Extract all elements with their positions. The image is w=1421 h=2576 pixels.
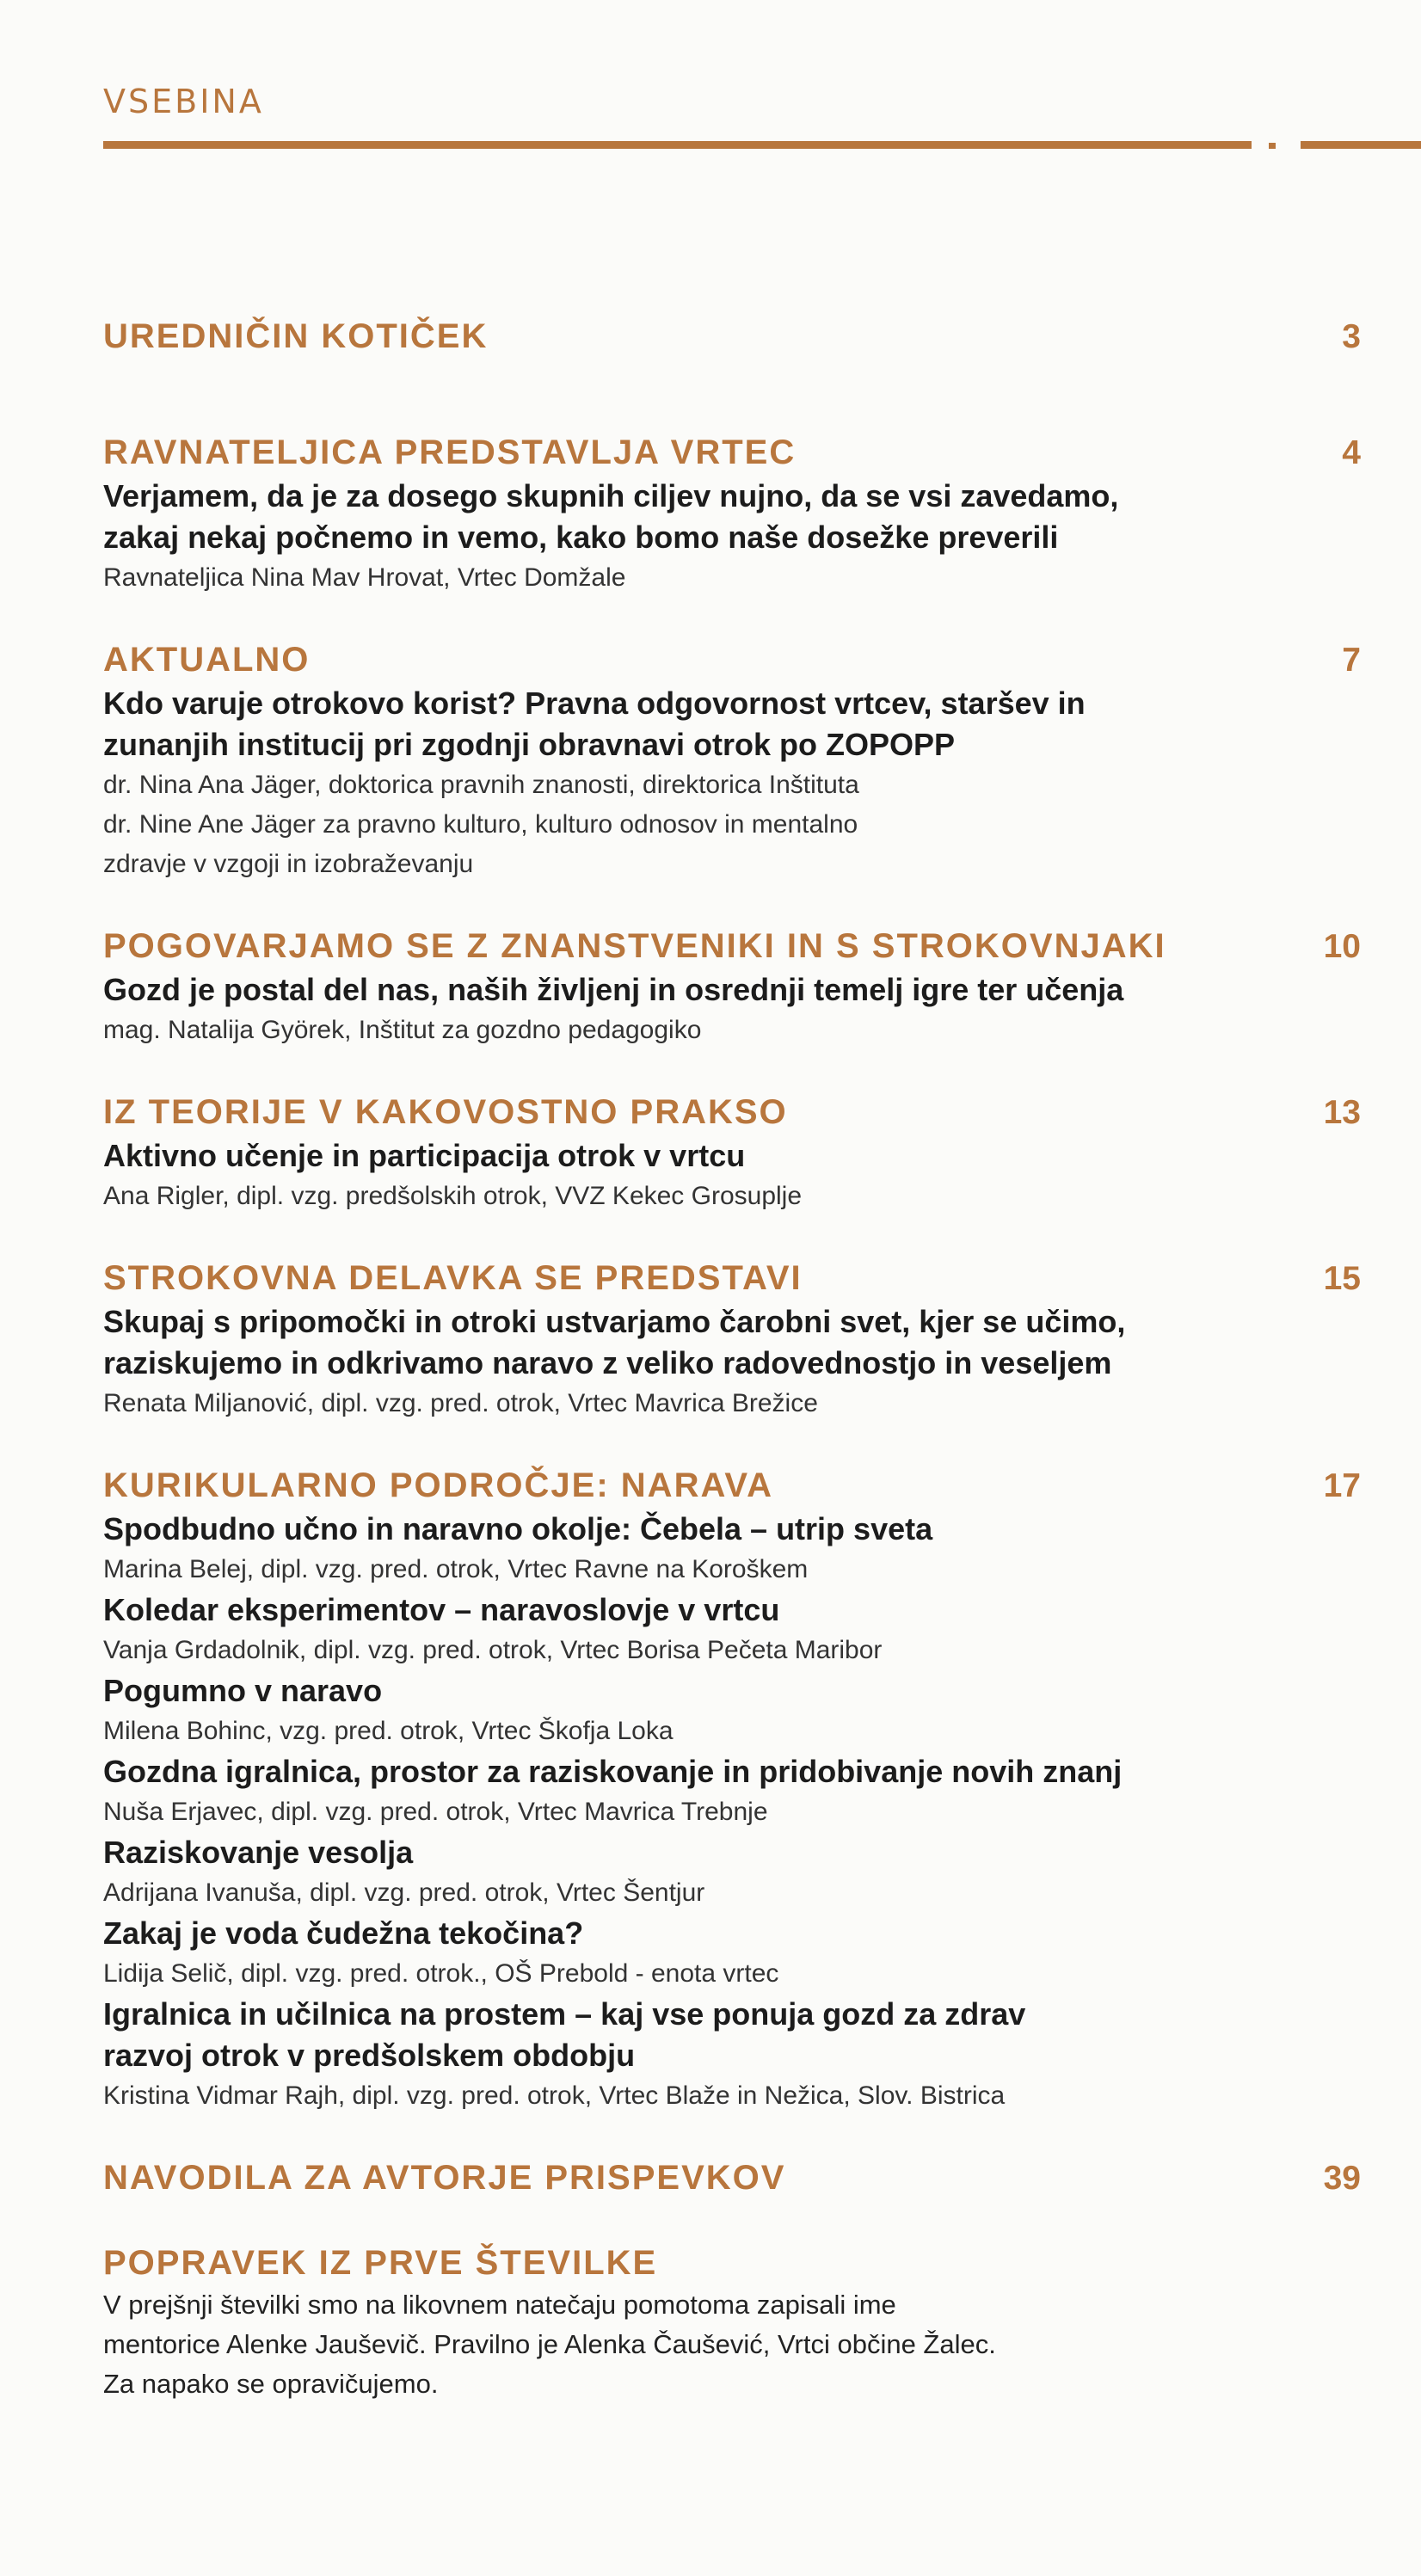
- article-title[interactable]: raziskujemo in odkrivamo naravo z veliko radovednostjo in veseljem: [103, 1345, 1112, 1380]
- header-rule-dot: [1269, 143, 1276, 149]
- article-title[interactable]: zakaj nekaj počnemo in vemo, kako bomo naše dosežke preverili: [103, 520, 1059, 555]
- article-entry: [103, 1832, 1361, 1913]
- toc-section: [103, 2241, 1361, 2404]
- toc-section: [103, 314, 1361, 360]
- article-title[interactable]: Pogumno v naravo: [103, 1673, 383, 1708]
- section-heading-row: [103, 1090, 1361, 1135]
- section-title[interactable]: UREDNIČIN KOTIČEK: [103, 317, 489, 355]
- header-rule-end-line: [1301, 141, 1421, 149]
- toc-section: [103, 924, 1361, 1050]
- section-title[interactable]: STROKOVNA DELAVKA SE PREDSTAVI: [103, 1259, 803, 1297]
- article-entry: [103, 969, 1361, 1050]
- article-author: dr. Nine Ane Jäger za pravno kulturo, kulturo odnosov in mentalno: [103, 810, 858, 839]
- section-title[interactable]: NAVODILA ZA AVTORJE PRISPEVKOV: [103, 2159, 786, 2197]
- article-author: Renata Miljanović, dipl. vzg. pred. otrok, Vrtec Mavrica Brežice: [103, 1389, 818, 1417]
- section-title[interactable]: IZ TEORIJE V KAKOVOSTNO PRAKSO: [103, 1093, 788, 1131]
- article-author: mag. Natalija Györek, Inštitut za gozdno pedagogiko: [103, 1016, 702, 1044]
- table-of-contents: [103, 314, 1361, 2404]
- section-page-number: 39: [1323, 2160, 1361, 2197]
- article-entry: [103, 1913, 1361, 1994]
- article-author: dr. Nina Ana Jäger, doktorica pravnih znanosti, direktorica Inštituta: [103, 771, 859, 799]
- section-heading-row: [103, 430, 1361, 476]
- section-title[interactable]: RAVNATELJICA PREDSTAVLJA VRTEC: [103, 433, 797, 471]
- article-title[interactable]: Skupaj s pripomočki in otroki ustvarjamo čarobni svet, kjer se učimo,: [103, 1304, 1126, 1339]
- article-author: Lidija Selič, dipl. vzg. pred. otrok., OŠ Prebold - enota vrtec: [103, 1959, 779, 1988]
- article-title[interactable]: zunanjih institucij pri zgodnji obravnavi otrok po ZOPOPP: [103, 727, 956, 762]
- section-heading-row: [103, 2155, 1361, 2201]
- page-title: VSEBINA: [103, 83, 264, 120]
- article-author: Milena Bohinc, vzg. pred. otrok, Vrtec Škofja Loka: [103, 1717, 674, 1745]
- correction-note: Za napako se opravičujemo.: [103, 2369, 439, 2399]
- toc-section: [103, 637, 1361, 884]
- article-entry: [103, 1994, 1361, 2116]
- section-page-number: 13: [1323, 1094, 1361, 1131]
- header-rule-line: [103, 141, 1252, 149]
- article-title[interactable]: Spodbudno učno in naravno okolje: Čebela – utrip sveta: [103, 1511, 933, 1546]
- article-author: Adrijana Ivanuša, dipl. vzg. pred. otrok, Vrtec Šentjur: [103, 1878, 705, 1907]
- toc-section: [103, 1090, 1361, 1216]
- page-header: [103, 83, 1421, 150]
- article-title[interactable]: Igralnica in učilnica na prostem – kaj vse ponuja gozd za zdrav: [103, 1996, 1026, 2032]
- article-entry: [103, 1135, 1361, 1216]
- article-title[interactable]: Zakaj je voda čudežna tekočina?: [103, 1915, 584, 1951]
- section-title[interactable]: POPRAVEK IZ PRVE ŠTEVILKE: [103, 2244, 658, 2282]
- article-entry: [103, 476, 1361, 598]
- article-entry: [103, 1509, 1361, 1589]
- article-title[interactable]: Kdo varuje otrokovo korist? Pravna odgovornost vrtcev, staršev in: [103, 685, 1086, 721]
- article-entry: [103, 1751, 1361, 1832]
- article-title[interactable]: Gozdna igralnica, prostor za raziskovanje in pridobivanje novih znanj: [103, 1754, 1123, 1789]
- article-author: zdravje v vzgoji in izobraževanju: [103, 850, 474, 878]
- toc-section: [103, 1256, 1361, 1423]
- section-title[interactable]: KURIKULARNO PODROČJE: NARAVA: [103, 1466, 773, 1504]
- toc-section: [103, 2155, 1361, 2201]
- article-author: Kristina Vidmar Rajh, dipl. vzg. pred. otrok, Vrtec Blaže in Nežica, Slov. Bistrica: [103, 2081, 1006, 2110]
- section-heading-row: [103, 637, 1361, 683]
- article-title[interactable]: Gozd je postal del nas, naših življenj in osrednji temelj igre ter učenja: [103, 972, 1124, 1007]
- correction-note: mentorice Alenke Jauševič. Pravilno je Alenka Čaušević, Vrtci občine Žalec.: [103, 2329, 996, 2359]
- section-heading-row: [103, 1463, 1361, 1509]
- correction-note: V prejšnji številki smo na likovnem natečaju pomotoma zapisali ime: [103, 2290, 896, 2320]
- section-title[interactable]: POGOVARJAMO SE Z ZNANSTVENIKI IN S STROKOVNJAKI: [103, 927, 1166, 965]
- toc-section: [103, 1463, 1361, 2116]
- article-title[interactable]: Aktivno učenje in participacija otrok v vrtcu: [103, 1138, 746, 1173]
- article-author: Nuša Erjavec, dipl. vzg. pred. otrok, Vrtec Mavrica Trebnje: [103, 1798, 768, 1826]
- section-heading-row: [103, 924, 1361, 969]
- article-title[interactable]: Koledar eksperimentov – naravoslovje v vrtcu: [103, 1592, 780, 1627]
- article-author: Ana Rigler, dipl. vzg. predšolskih otrok, VVZ Kekec Grosuplje: [103, 1182, 803, 1210]
- article-title[interactable]: razvoj otrok v predšolskem obdobju: [103, 2038, 636, 2073]
- section-heading-row: [103, 2241, 1361, 2285]
- article-entry: [103, 683, 1361, 884]
- article-entry: [103, 1670, 1361, 1751]
- section-page-number: 15: [1323, 1260, 1361, 1297]
- article-author: Vanja Grdadolnik, dipl. vzg. pred. otrok, Vrtec Borisa Pečeta Maribor: [103, 1636, 883, 1664]
- section-page-number: 4: [1342, 434, 1361, 471]
- article-entry: [103, 1589, 1361, 1670]
- section-heading-row: [103, 1256, 1361, 1301]
- section-page-number: 10: [1323, 928, 1361, 965]
- section-title[interactable]: AKTUALNO: [103, 641, 311, 679]
- section-heading-row: [103, 314, 1361, 360]
- article-entry: [103, 1301, 1361, 1423]
- section-page-number: 3: [1342, 318, 1361, 355]
- article-title[interactable]: Raziskovanje vesolja: [103, 1835, 414, 1870]
- section-page-number: 17: [1323, 1467, 1361, 1504]
- header-rule: [103, 141, 1421, 150]
- article-author: Marina Belej, dipl. vzg. pred. otrok, Vrtec Ravne na Koroškem: [103, 1555, 809, 1583]
- toc-section: [103, 430, 1361, 598]
- article-title[interactable]: Verjamem, da je za dosego skupnih ciljev nujno, da se vsi zavedamo,: [103, 478, 1119, 513]
- article-author: Ravnateljica Nina Mav Hrovat, Vrtec Domžale: [103, 563, 626, 592]
- section-page-number: 7: [1342, 642, 1361, 679]
